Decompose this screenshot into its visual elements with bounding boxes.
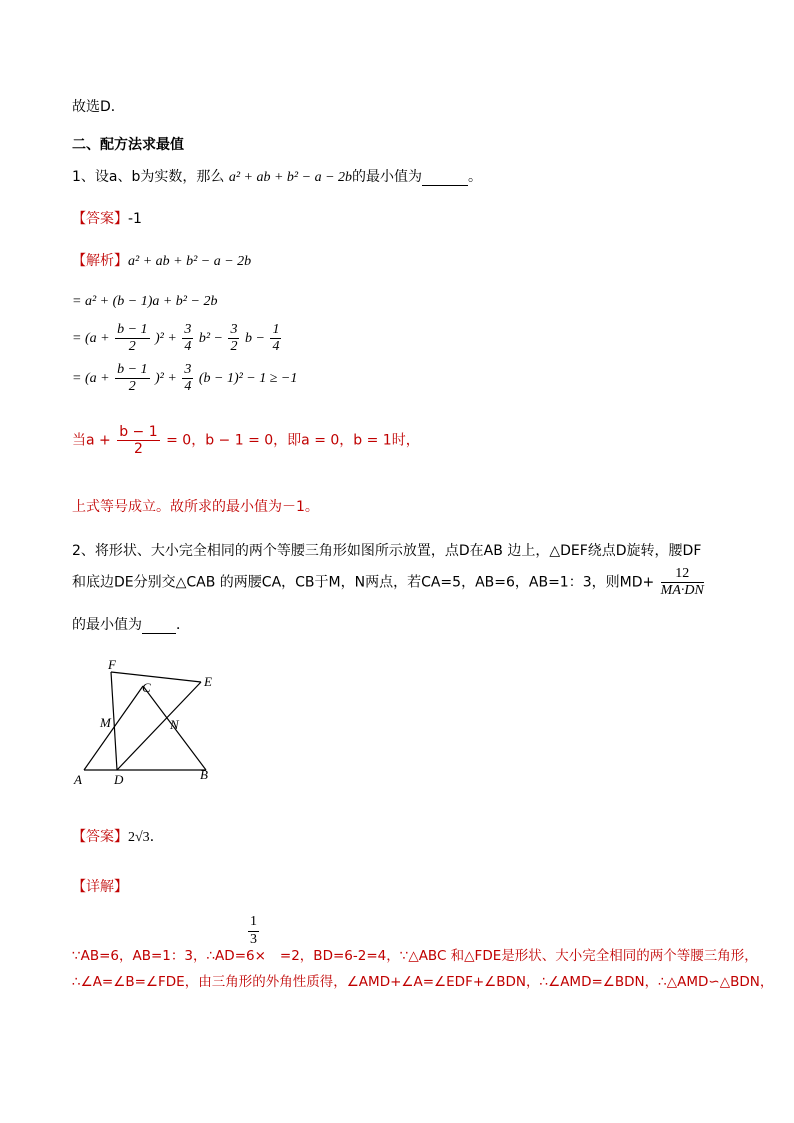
q1-step3-frac1-num: b − 1 <box>115 362 149 379</box>
segment-ac <box>84 686 143 770</box>
q2-detail-line2: ∴∠A=∠B=∠FDE，由三角形的外角性质得，∠AMD+∠A=∠EDF+∠BDN，∴∠AMD=∠BDN，∴△AMD∽△BDN， <box>72 974 774 990</box>
q1-step3-frac1 <box>115 362 149 395</box>
q2-answer-tag: 【答案】 <box>72 829 128 845</box>
q1-blank <box>422 169 468 186</box>
q1-answer-value: -1 <box>128 211 142 227</box>
choose-d-line: 故选D． <box>72 99 125 115</box>
q1-step2-frac2-den: 4 <box>184 339 192 355</box>
q1-step2-frac1-den: 2 <box>128 339 136 355</box>
q1-step2-frac4-den: 4 <box>272 339 280 355</box>
segment-fd <box>111 672 117 770</box>
q1-step2-frac4 <box>270 322 281 355</box>
q1-text-post: 的最小值为 <box>352 169 423 185</box>
q2-detail-tag: 【详解】 <box>72 879 128 895</box>
section-title: 二、配方法求最值 <box>72 137 184 153</box>
q1-cond-frac <box>117 424 159 457</box>
q2-line2 <box>72 566 706 599</box>
q1-expr: a² + ab + b² − a − 2b <box>228 170 353 185</box>
label-m: M <box>100 715 111 730</box>
q1-number: 1、 <box>72 169 95 185</box>
q2-detail-line1 <box>72 944 758 964</box>
q1-cond-b: = 0，b − 1 = 0，即a = 0，b = 1时， <box>166 432 420 449</box>
q1-step2-frac3-num: 3 <box>228 322 239 339</box>
q1-conclusion: 上式等号成立。故所求的最小值为－1。 <box>72 499 319 515</box>
q2-line3-end: ． <box>176 617 190 633</box>
segment-de <box>117 682 201 770</box>
q2-blank <box>142 617 176 634</box>
label-f: F <box>108 657 116 672</box>
label-d: D <box>114 772 124 787</box>
q1-step2-frac2-num: 3 <box>182 322 193 339</box>
q2-detail-frac-num: 1 <box>248 914 259 932</box>
q1-step2-frac3-den: 2 <box>230 339 238 355</box>
q1-step1: = a² + (b − 1)a + b² − 2b <box>72 294 218 309</box>
q1-step2-a: = (a + <box>72 330 110 346</box>
q2-line3 <box>72 614 190 634</box>
label-e: E <box>204 674 212 689</box>
q1-step2-c: b² − <box>198 330 223 346</box>
q2-line1: 2、将形状、大小完全相同的两个等腰三角形如图所示放置，点D在AB 边上，△DEF绕点D旋转，腰DF <box>72 543 702 559</box>
q1-step3-frac2-den: 4 <box>184 379 192 395</box>
q1-statement <box>72 166 482 186</box>
q1-cond-frac-den: 2 <box>133 441 143 458</box>
q1-answer-tag: 【答案】 <box>72 211 128 227</box>
q1-step2-frac1-num: b − 1 <box>115 322 149 339</box>
segment-fe <box>111 672 201 682</box>
q1-cond-frac-num: b − 1 <box>119 424 158 440</box>
label-b: B <box>200 767 208 782</box>
q1-step3-frac1-den: 2 <box>128 379 136 395</box>
label-n: N <box>170 717 179 732</box>
q1-analysis-tag: 【解析】 <box>72 253 128 269</box>
q1-text-pre: 设a、b为实数，那么 <box>94 169 225 185</box>
q1-condition <box>72 424 420 457</box>
q1-step3-frac2-num: 3 <box>182 362 193 379</box>
q1-step3 <box>72 362 297 395</box>
q1-step2-d: b − <box>244 330 265 346</box>
triangle-figure <box>70 652 230 792</box>
q2-line2-pre: 和底边DE分别交△CAB 的两腰CA，CB于M，N两点，若CA=5，AB=6，AB=1：3，则MD+ <box>72 574 655 591</box>
q2-line3-text: 的最小值为 <box>72 617 142 633</box>
q1-step2-frac1 <box>115 322 149 355</box>
q2-answer <box>72 826 164 846</box>
q2-frac-num: 12 <box>661 566 704 583</box>
q1-end: 。 <box>468 169 483 185</box>
q2-frac <box>661 566 704 599</box>
q2-detail-frac-den: 3 <box>250 931 257 947</box>
q1-step2 <box>72 322 283 355</box>
q1-analysis <box>72 250 251 270</box>
q1-analysis-expr: a² + ab + b² − a − 2b <box>128 254 252 269</box>
label-c: C <box>142 680 151 695</box>
q2-detail-line1-a: ∵AB=6，AB=1：3，∴AD=6× <box>72 948 266 964</box>
q1-answer <box>72 208 142 228</box>
q1-cond-a: 当a + <box>72 432 111 449</box>
q1-step3-c: (b − 1)² − 1 ≥ −1 <box>198 370 298 386</box>
q1-step3-b: )² + <box>155 370 177 386</box>
label-a: A <box>74 772 82 787</box>
q1-step3-frac2 <box>182 362 193 395</box>
q2-answer-end: ． <box>149 829 164 845</box>
q1-step2-frac3 <box>228 322 239 355</box>
q1-step2-frac4-num: 1 <box>270 322 281 339</box>
q2-answer-value: 2√3 <box>128 830 150 845</box>
q2-frac-den: MA·DN <box>660 583 704 599</box>
q2-detail-line1-b: =2，BD=6-2=4，∵△ABC 和△FDE是形状、大小完全相同的两个等腰三角形， <box>279 948 758 964</box>
q1-step2-frac2 <box>182 322 193 355</box>
q1-step2-b: )² + <box>155 330 177 346</box>
q1-step3-a: = (a + <box>72 370 110 386</box>
